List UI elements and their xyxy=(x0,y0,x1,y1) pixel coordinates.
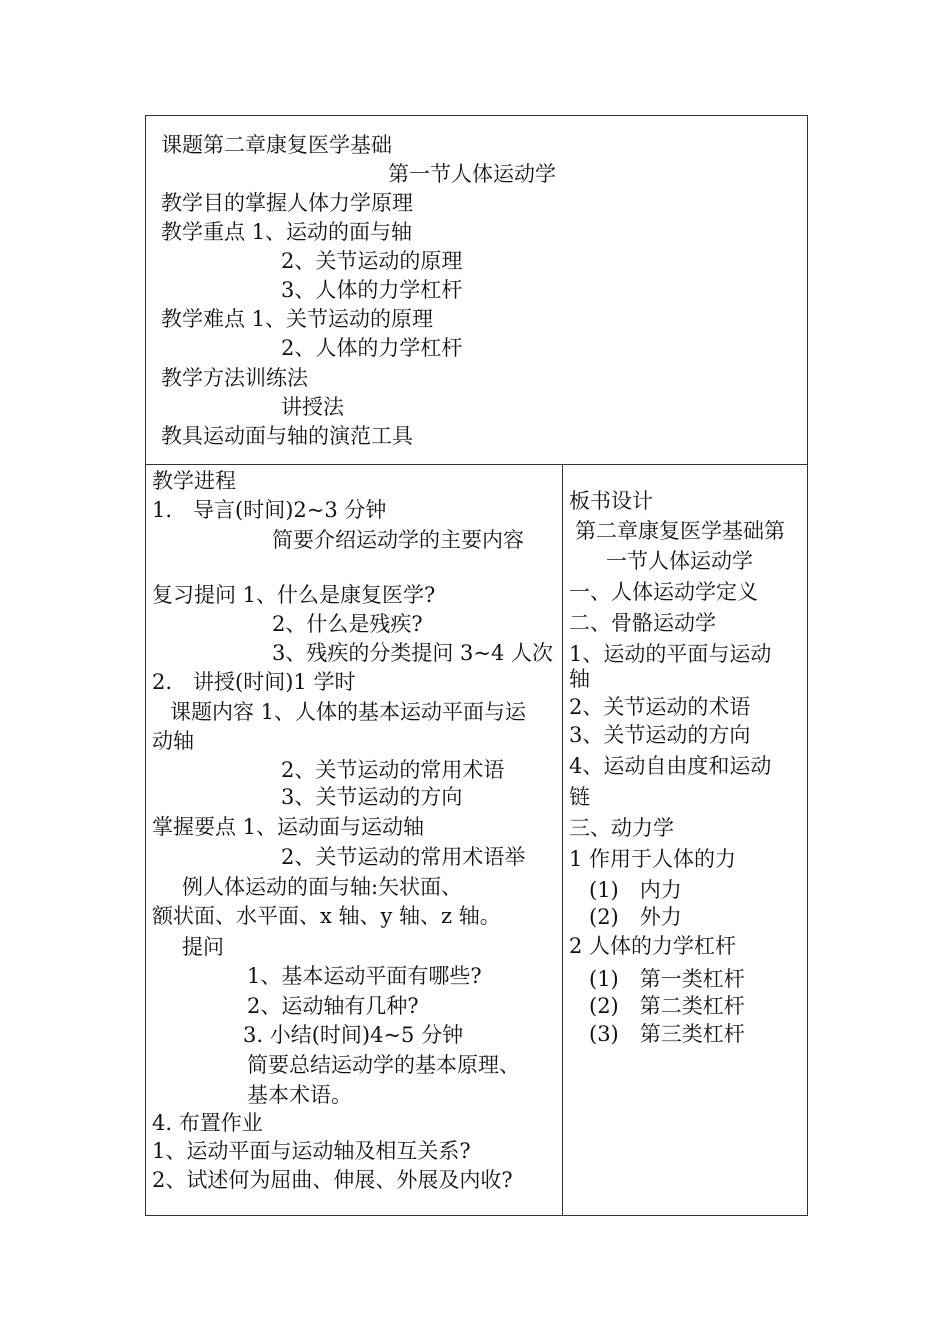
left-line: 3. 小结(时间)4~5 分钟 xyxy=(243,1023,464,1047)
left-line: 动轴 xyxy=(152,729,194,753)
left-line: 2、试述何为屈曲、伸展、外展及内收? xyxy=(152,1168,513,1192)
right-line: 板书设计 xyxy=(569,489,653,513)
left-line: 课题内容 1、人体的基本运动平面与运 xyxy=(170,700,527,724)
top-line: 2、人体的力学杠杆 xyxy=(281,336,463,360)
top-line: 第一节人体运动学 xyxy=(388,162,556,186)
left-line: 教学进程 xyxy=(152,469,236,493)
right-line: (3) 第三类杠杆 xyxy=(589,1022,745,1046)
top-line: 教学目的掌握人体力学原理 xyxy=(161,191,413,215)
right-line: 三、动力学 xyxy=(569,816,674,840)
right-line: 3、关节运动的方向 xyxy=(569,723,751,747)
left-line: 2、运动轴有几种? xyxy=(247,994,419,1018)
left-line: 提问 xyxy=(182,935,224,959)
right-line: (1) 内力 xyxy=(589,878,682,902)
right-line: 轴 xyxy=(569,667,590,691)
left-line: 2. 讲授(时间)1 学时 xyxy=(152,670,356,694)
top-line: 3、人体的力学杠杆 xyxy=(281,278,463,302)
top-line: 讲授法 xyxy=(281,395,344,419)
right-line: (2) 第二类杠杆 xyxy=(589,994,745,1018)
right-line: 4、运动自由度和运动 xyxy=(569,754,772,778)
left-line: 2、什么是残疾? xyxy=(272,612,423,636)
left-line: 2、关节运动的常用术语举 xyxy=(281,845,526,869)
left-line: 1、运动平面与运动轴及相互关系? xyxy=(152,1139,471,1163)
left-cell xyxy=(145,464,563,1216)
left-line: 简要介绍运动学的主要内容 xyxy=(272,528,524,552)
left-line: 例人体运动的面与轴:矢状面、 xyxy=(182,875,463,899)
left-line: 2、关节运动的常用术语 xyxy=(281,758,505,782)
top-line: 教学难点 1、关节运动的原理 xyxy=(161,307,434,331)
right-line: 1 作用于人体的力 xyxy=(569,847,737,871)
right-line: (2) 外力 xyxy=(589,905,682,929)
top-line: 2、关节运动的原理 xyxy=(281,249,463,273)
left-line: 复习提问 1、什么是康复医学? xyxy=(152,583,436,607)
left-line: 基本术语。 xyxy=(247,1083,352,1107)
top-line: 教学方法训练法 xyxy=(161,366,308,390)
left-line: 1. 导言(时间)2~3 分钟 xyxy=(152,498,387,522)
left-line: 3、关节运动的方向 xyxy=(281,785,463,809)
right-line: (1) 第一类杠杆 xyxy=(589,967,745,991)
top-line: 教具运动面与轴的演范工具 xyxy=(161,424,413,448)
left-line: 额状面、水平面、x 轴、y 轴、z 轴。 xyxy=(152,904,501,928)
left-line: 4. 布置作业 xyxy=(152,1111,263,1135)
left-line: 简要总结运动学的基本原理、 xyxy=(247,1053,520,1077)
right-line: 链 xyxy=(569,785,590,809)
right-line: 2 人体的力学杠杆 xyxy=(569,934,737,958)
top-line: 教学重点 1、运动的面与轴 xyxy=(161,220,413,244)
right-line: 一、人体运动学定义 xyxy=(569,580,758,604)
right-line: 一节人体运动学 xyxy=(606,549,753,573)
right-line: 二、骨骼运动学 xyxy=(569,611,716,635)
right-line: 2、关节运动的术语 xyxy=(569,695,751,719)
right-line: 第二章康复医学基础第 xyxy=(575,519,785,543)
top-line: 课题第二章康复医学基础 xyxy=(161,133,392,157)
left-line: 掌握要点 1、运动面与运动轴 xyxy=(152,815,425,839)
left-line: 1、基本运动平面有哪些? xyxy=(247,964,482,988)
left-line: 3、残疾的分类提问 3~4 人次 xyxy=(272,641,554,665)
right-line: 1、运动的平面与运动 xyxy=(569,642,772,666)
